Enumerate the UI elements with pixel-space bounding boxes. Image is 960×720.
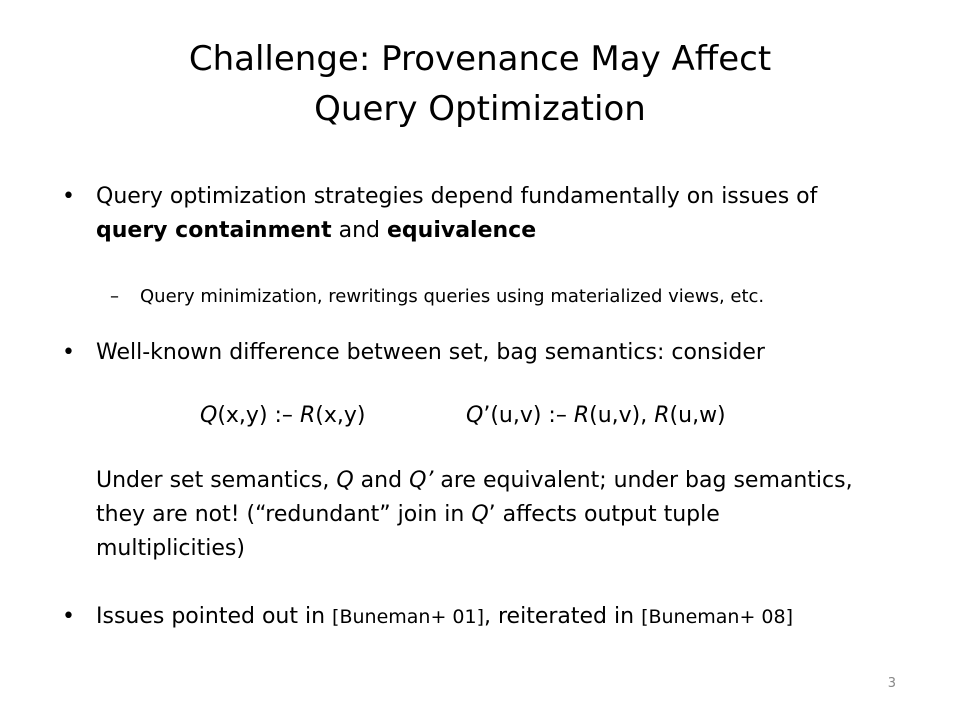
bullet1-text: Query optimization strategies depend fundamentally on issues of xyxy=(96,184,818,209)
para-t4: ’ affects output tuple multiplicities) xyxy=(96,502,720,561)
citation-buneman-01: [Buneman+ 01] xyxy=(332,606,484,628)
formula-qp-head: ’(u,v) :– xyxy=(483,403,574,428)
bullet3-t2: , reiterated in xyxy=(484,604,642,629)
para-t2: and xyxy=(353,468,410,493)
para-q2: Q’ xyxy=(409,468,434,493)
para-t3: are equivalent; under bag semantics, they are not! (“redundant” join in xyxy=(96,468,853,527)
citation-buneman-08: [Buneman+ 08] xyxy=(641,606,794,628)
bullet-issues xyxy=(62,600,876,634)
formula-q-name: Q xyxy=(200,403,218,428)
formula-q-rel: R xyxy=(299,403,316,428)
sub-bullet-minimization xyxy=(110,284,900,310)
bullet1-bold-equivalence: equivalence xyxy=(386,218,537,243)
slide-title xyxy=(80,34,880,134)
formula-q-prime xyxy=(466,400,726,432)
bullet1-mid: and xyxy=(331,218,387,243)
formula-q-head: (x,y) :– xyxy=(217,403,300,428)
sub-dash: – xyxy=(110,286,119,307)
formula-qp-args1: (u,v), xyxy=(589,403,655,428)
para-q1: Q xyxy=(336,468,354,493)
page-number: 3 xyxy=(887,676,896,691)
bullet-dot: • xyxy=(62,340,75,365)
formula-qp-rel1: R xyxy=(573,403,590,428)
para-t1: Under set semantics, xyxy=(96,468,337,493)
bullet-dot: • xyxy=(62,604,75,629)
bullet-set-bag xyxy=(62,336,876,370)
formula-qp-name: Q xyxy=(466,403,484,428)
formula-qp-args2: (u,w) xyxy=(669,403,726,428)
bullet-query-optimization xyxy=(62,180,876,248)
formula-qp-rel2: R xyxy=(654,403,670,428)
bullet-dot: • xyxy=(62,184,75,209)
para-q3: Q xyxy=(471,502,489,527)
sub1-text: Query minimization, rewritings queries using materialized views, etc. xyxy=(140,286,765,307)
bullet3-t1: Issues pointed out in xyxy=(96,604,333,629)
paragraph-equivalence xyxy=(96,464,856,566)
formula-q-args: (x,y) xyxy=(315,403,366,428)
bullet1-bold-containment: query containment xyxy=(96,218,332,243)
bullet2-text: Well-known difference between set, bag semantics: consider xyxy=(96,340,765,365)
formula-q xyxy=(200,400,365,432)
title-line-2: Query Optimization xyxy=(314,89,646,129)
title-line-1: Challenge: Provenance May Affect xyxy=(188,39,772,79)
